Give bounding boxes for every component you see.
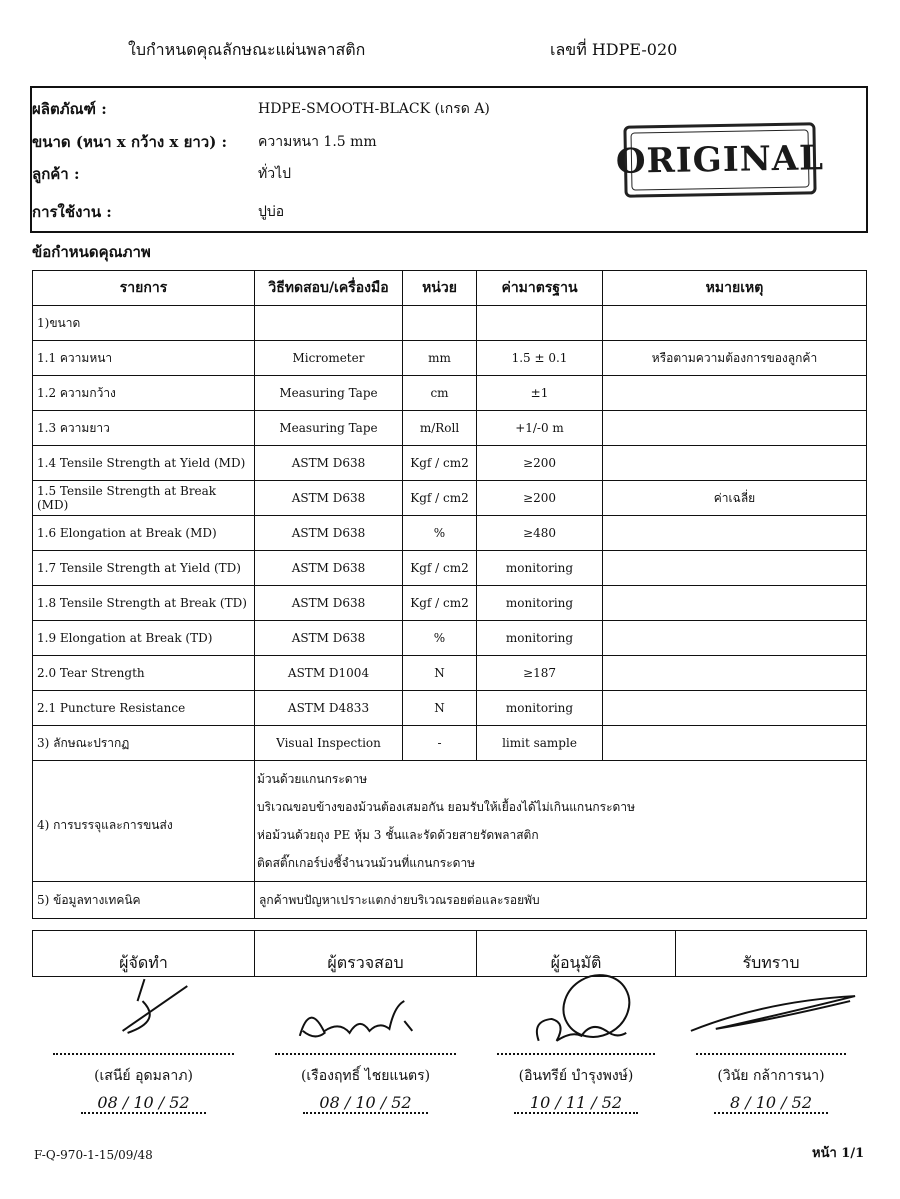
technical-row	[33, 882, 867, 919]
quality-section-title: ข้อกำหนดคุณภาพ	[32, 243, 151, 261]
header-method: วิธีทดสอบ/เครื่องมือ	[255, 271, 403, 306]
handwritten-signature	[33, 961, 254, 1056]
signature-date	[477, 1093, 675, 1112]
packing-line: บริเวณขอบข้างของม้วนต้องเสมอกัน ยอมรับให้เยื้องได้ไม่เกินแกนกระดาษ	[257, 800, 635, 814]
row-method: ASTM D1004	[255, 656, 403, 691]
row-unit: mm	[403, 341, 477, 376]
table-row	[33, 376, 867, 411]
packing-row	[33, 761, 867, 882]
row-remark	[603, 551, 867, 586]
row-item: 1.9 Elongation at Break (TD)	[33, 621, 255, 656]
table-row	[33, 446, 867, 481]
signature-name: (อินทรีย์ บำรุงพงษ์)	[518, 1068, 634, 1084]
row-remark	[603, 306, 867, 341]
packing-line: ติดสติ๊กเกอร์บ่งชี้จำนวนม้วนที่แกนกระดาษ	[257, 856, 476, 870]
signature-role: ผู้อนุมัติ	[550, 953, 602, 972]
product-label: ผลิตภัณฑ์ :	[32, 100, 107, 118]
usage-value: ปูบ่อ	[258, 204, 285, 220]
row-unit: %	[403, 516, 477, 551]
row-unit: m/Roll	[403, 411, 477, 446]
row-standard: 1.5 ± 0.1	[477, 341, 603, 376]
row-method: Micrometer	[255, 341, 403, 376]
packing-label: 4) การบรรจุและการขนส่ง	[33, 761, 255, 882]
signature-block-preparer	[33, 931, 255, 1112]
row-method: ASTM D638	[255, 586, 403, 621]
row-unit: %	[403, 621, 477, 656]
handwritten-signature	[477, 961, 675, 1056]
signature-block-acknowledger	[676, 931, 867, 1112]
signature-name: (เสนีย์ อุดมลาภ)	[94, 1068, 193, 1084]
info-box-bottom-border	[30, 231, 868, 233]
row-unit: Kgf / cm2	[403, 551, 477, 586]
row-item: 2.1 Puncture Resistance	[33, 691, 255, 726]
row-method: Measuring Tape	[255, 376, 403, 411]
table-row	[33, 411, 867, 446]
header-unit: หน่วย	[403, 271, 477, 306]
row-remark	[603, 621, 867, 656]
signature-date-value: 08 / 10 / 52	[303, 1093, 427, 1114]
handwritten-signature	[255, 961, 476, 1056]
row-standard: ≥187	[477, 656, 603, 691]
row-item: 1.4 Tensile Strength at Yield (MD)	[33, 446, 255, 481]
packing-details	[255, 761, 867, 882]
info-box-top-border	[30, 86, 868, 88]
customer-label: ลูกค้า :	[32, 165, 80, 183]
signature-role: ผู้จัดทำ	[119, 953, 168, 972]
signature-block-approver	[477, 931, 676, 1112]
row-unit: -	[403, 726, 477, 761]
row-standard: monitoring	[477, 621, 603, 656]
form-code: F-Q-970-1-15/09/48	[34, 1148, 153, 1162]
size-value: ความหนา 1.5 mm	[258, 134, 377, 150]
row-remark	[603, 726, 867, 761]
signature-role: รับทราบ	[742, 953, 800, 972]
row-item: 1.1 ความหนา	[33, 341, 255, 376]
signature-line	[53, 1053, 234, 1055]
row-item: 1.6 Elongation at Break (MD)	[33, 516, 255, 551]
original-stamp-text: ORIGINAL	[631, 129, 810, 190]
row-remark	[603, 376, 867, 411]
signature-name: (วินัย กล้าการนา)	[717, 1068, 825, 1084]
table-row	[33, 726, 867, 761]
info-box-right-border	[866, 86, 868, 233]
row-unit: Kgf / cm2	[403, 586, 477, 621]
row-standard: ≥200	[477, 481, 603, 516]
row-standard: monitoring	[477, 691, 603, 726]
signature-date-value: 10 / 11 / 52	[514, 1093, 638, 1114]
row-item: 1.7 Tensile Strength at Yield (TD)	[33, 551, 255, 586]
table-row	[33, 551, 867, 586]
customer-value: ทั่วไป	[258, 166, 292, 182]
original-stamp	[615, 122, 825, 197]
quality-spec-table	[32, 270, 867, 919]
signature-line	[275, 1053, 456, 1055]
header-remark: หมายเหตุ	[603, 271, 867, 306]
signature-name: (เรืองฤทธิ์ ไชยแนตร)	[300, 1068, 431, 1084]
row-unit: cm	[403, 376, 477, 411]
row-standard: ±1	[477, 376, 603, 411]
row-remark	[603, 516, 867, 551]
row-item: 1.2 ความกว้าง	[33, 376, 255, 411]
row-unit: Kgf / cm2	[403, 446, 477, 481]
table-row	[33, 621, 867, 656]
signature-line	[497, 1053, 655, 1055]
row-method: ASTM D638	[255, 481, 403, 516]
table-row	[33, 341, 867, 376]
table-row	[33, 516, 867, 551]
signature-table	[32, 930, 867, 1112]
row-standard: +1/-0 m	[477, 411, 603, 446]
row-method: ASTM D638	[255, 621, 403, 656]
packing-line: ม้วนด้วยแกนกระดาษ	[257, 772, 368, 786]
row-method: Measuring Tape	[255, 411, 403, 446]
packing-line: ห่อม้วนด้วยถุง PE หุ้ม 3 ชั้นและรัดด้วยสายรัดพลาสติก	[257, 828, 539, 842]
signature-line	[696, 1053, 846, 1055]
table-row	[33, 586, 867, 621]
usage-label: การใช้งาน :	[32, 203, 112, 221]
row-method: Visual Inspection	[255, 726, 403, 761]
row-unit: Kgf / cm2	[403, 481, 477, 516]
signature-date	[255, 1093, 476, 1112]
row-method: ASTM D638	[255, 516, 403, 551]
row-unit: N	[403, 691, 477, 726]
signature-date-value: 08 / 10 / 52	[81, 1093, 205, 1114]
signature-row	[33, 931, 867, 977]
row-item: 1.8 Tensile Strength at Break (TD)	[33, 586, 255, 621]
row-standard	[477, 306, 603, 341]
row-remark	[603, 586, 867, 621]
row-remark: หรือตามความต้องการของลูกค้า	[603, 341, 867, 376]
row-remark	[603, 691, 867, 726]
row-remark: ค่าเฉลี่ย	[603, 481, 867, 516]
row-method: ASTM D638	[255, 551, 403, 586]
row-item: 1.3 ความยาว	[33, 411, 255, 446]
row-method	[255, 306, 403, 341]
row-standard: monitoring	[477, 586, 603, 621]
row-remark	[603, 446, 867, 481]
row-remark	[603, 656, 867, 691]
row-unit: N	[403, 656, 477, 691]
table-row	[33, 481, 867, 516]
size-label: ขนาด (หนา x กว้าง x ยาว) :	[32, 133, 228, 151]
row-remark	[603, 411, 867, 446]
handwritten-signature	[676, 961, 866, 1056]
signature-date-value: 8 / 10 / 52	[714, 1093, 828, 1114]
row-standard: limit sample	[477, 726, 603, 761]
row-item: 3) ลักษณะปรากฏ	[33, 726, 255, 761]
row-item: 1.5 Tensile Strength at Break (MD)	[33, 481, 255, 516]
header-standard: ค่ามาตรฐาน	[477, 271, 603, 306]
document-number: เลขที่ HDPE-020	[550, 40, 678, 59]
table-row	[33, 656, 867, 691]
row-item: 1)ขนาด	[33, 306, 255, 341]
page-number: หน้า 1/1	[812, 1146, 865, 1161]
row-unit	[403, 306, 477, 341]
document-title: ใบกำหนดคุณลักษณะแผ่นพลาสติก	[128, 40, 366, 59]
table-header-row	[33, 271, 867, 306]
signature-date	[33, 1093, 254, 1112]
table-row	[33, 691, 867, 726]
row-method: ASTM D4833	[255, 691, 403, 726]
product-value: HDPE-SMOOTH-BLACK (เกรด A)	[258, 101, 490, 117]
row-standard: ≥480	[477, 516, 603, 551]
signature-role: ผู้ตรวจสอบ	[327, 953, 404, 972]
signature-block-reviewer	[255, 931, 477, 1112]
technical-label: 5) ข้อมูลทางเทคนิค	[33, 882, 255, 919]
row-standard: ≥200	[477, 446, 603, 481]
row-standard: monitoring	[477, 551, 603, 586]
row-item: 2.0 Tear Strength	[33, 656, 255, 691]
signature-date	[676, 1093, 866, 1112]
header-item: รายการ	[33, 271, 255, 306]
row-method: ASTM D638	[255, 446, 403, 481]
table-row	[33, 306, 867, 341]
technical-text: ลูกค้าพบปัญหาเปราะแตกง่ายบริเวณรอยต่อและรอยพับ	[255, 882, 867, 919]
